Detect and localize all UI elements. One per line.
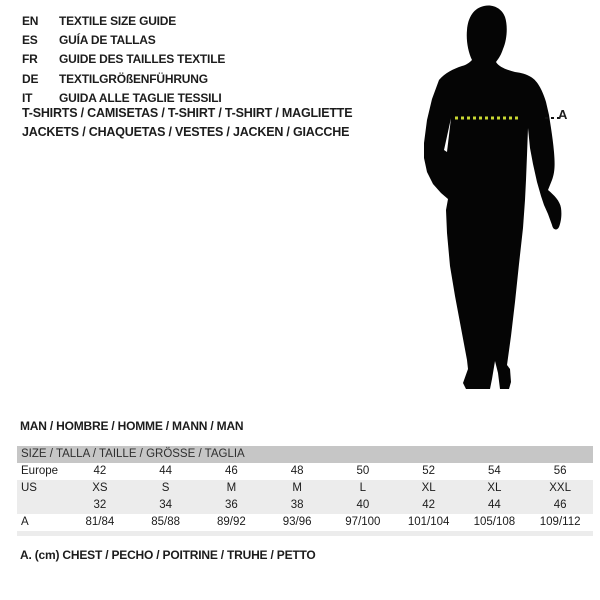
table-cell: 93/96	[282, 516, 312, 528]
table-cell: M	[292, 482, 302, 494]
language-row	[22, 30, 225, 49]
table-cell: 48	[290, 465, 304, 477]
section-title-man: MAN / HOMBRE / HOMME / MANN / MAN	[20, 419, 244, 433]
category-titles	[22, 104, 352, 142]
table-cell: 105/108	[473, 516, 516, 528]
table-cell: 32	[93, 499, 107, 511]
language-row	[22, 69, 225, 88]
language-title: TEXTILE SIZE GUIDE	[59, 13, 177, 28]
table-row-us	[17, 480, 593, 497]
table-cell: 46	[553, 499, 567, 511]
table-cell: 38	[290, 499, 304, 511]
table-cell: XL	[487, 482, 502, 494]
table-cell: 46	[224, 465, 238, 477]
measurement-footnote: A. (cm) CHEST / PECHO / POITRINE / TRUHE / PETTO	[20, 548, 316, 562]
table-row-us-numeric	[17, 497, 593, 514]
table-cell: S	[161, 482, 170, 494]
table-cell: 81/84	[85, 516, 115, 528]
table-cell: XS	[92, 482, 108, 494]
table-cell: 97/100	[345, 516, 381, 528]
row-label: Europe	[21, 465, 59, 477]
language-title: GUIDA ALLE TAGLIE TESSILI	[59, 90, 222, 105]
table-cell: 36	[224, 499, 238, 511]
language-code: ES	[22, 32, 38, 47]
table-cell: 42	[422, 499, 436, 511]
table-cell: 89/92	[216, 516, 246, 528]
table-cell: 54	[487, 465, 501, 477]
table-cell: XL	[421, 482, 436, 494]
category-line-jackets: JACKETS / CHAQUETAS / VESTES / JACKEN / GIACCHE	[22, 125, 350, 139]
row-label	[17, 497, 67, 514]
measure-label-a: A	[558, 107, 568, 122]
table-cell: 44	[159, 465, 173, 477]
row-label: A	[21, 516, 29, 528]
size-table	[17, 446, 593, 536]
language-row	[22, 50, 225, 69]
table-cell: 40	[356, 499, 370, 511]
row-label: US	[21, 482, 37, 494]
table-cell: 42	[93, 465, 107, 477]
table-cell: L	[359, 482, 367, 494]
table-cell: XXL	[549, 482, 571, 494]
table-cell: 109/112	[539, 516, 581, 528]
language-title: GUÍA DE TALLAS	[59, 32, 156, 47]
language-code: DE	[22, 71, 39, 86]
language-code: IT	[22, 90, 33, 105]
table-cell: 56	[553, 465, 567, 477]
table-cell: 85/88	[151, 516, 181, 528]
table-cell: 44	[487, 499, 501, 511]
table-cell: M	[226, 482, 237, 494]
table-cell: 34	[159, 499, 173, 511]
language-code: EN	[22, 13, 39, 28]
table-footer-strip	[17, 531, 593, 536]
category-line-tshirts: T-SHIRTS / CAMISETAS / T-SHIRT / T-SHIRT / MAGLIETTE	[22, 106, 353, 120]
language-row	[22, 11, 225, 30]
man-silhouette	[395, 0, 600, 400]
language-code: FR	[22, 52, 38, 67]
silhouette-shape	[424, 6, 561, 389]
language-title: GUIDE DES TAILLES TEXTILE	[59, 52, 226, 67]
table-cell: 52	[422, 465, 436, 477]
table-header: SIZE / TALLA / TAILLE / GRÖSSE / TAGLIA	[17, 446, 593, 463]
language-title: TEXTILGRÖßENFÜHRUNG	[59, 71, 208, 86]
table-cell: 50	[356, 465, 370, 477]
table-row-europe	[17, 463, 593, 480]
language-list	[22, 11, 225, 107]
table-cell: 101/104	[407, 516, 450, 528]
table-row-chest-a	[17, 514, 593, 531]
